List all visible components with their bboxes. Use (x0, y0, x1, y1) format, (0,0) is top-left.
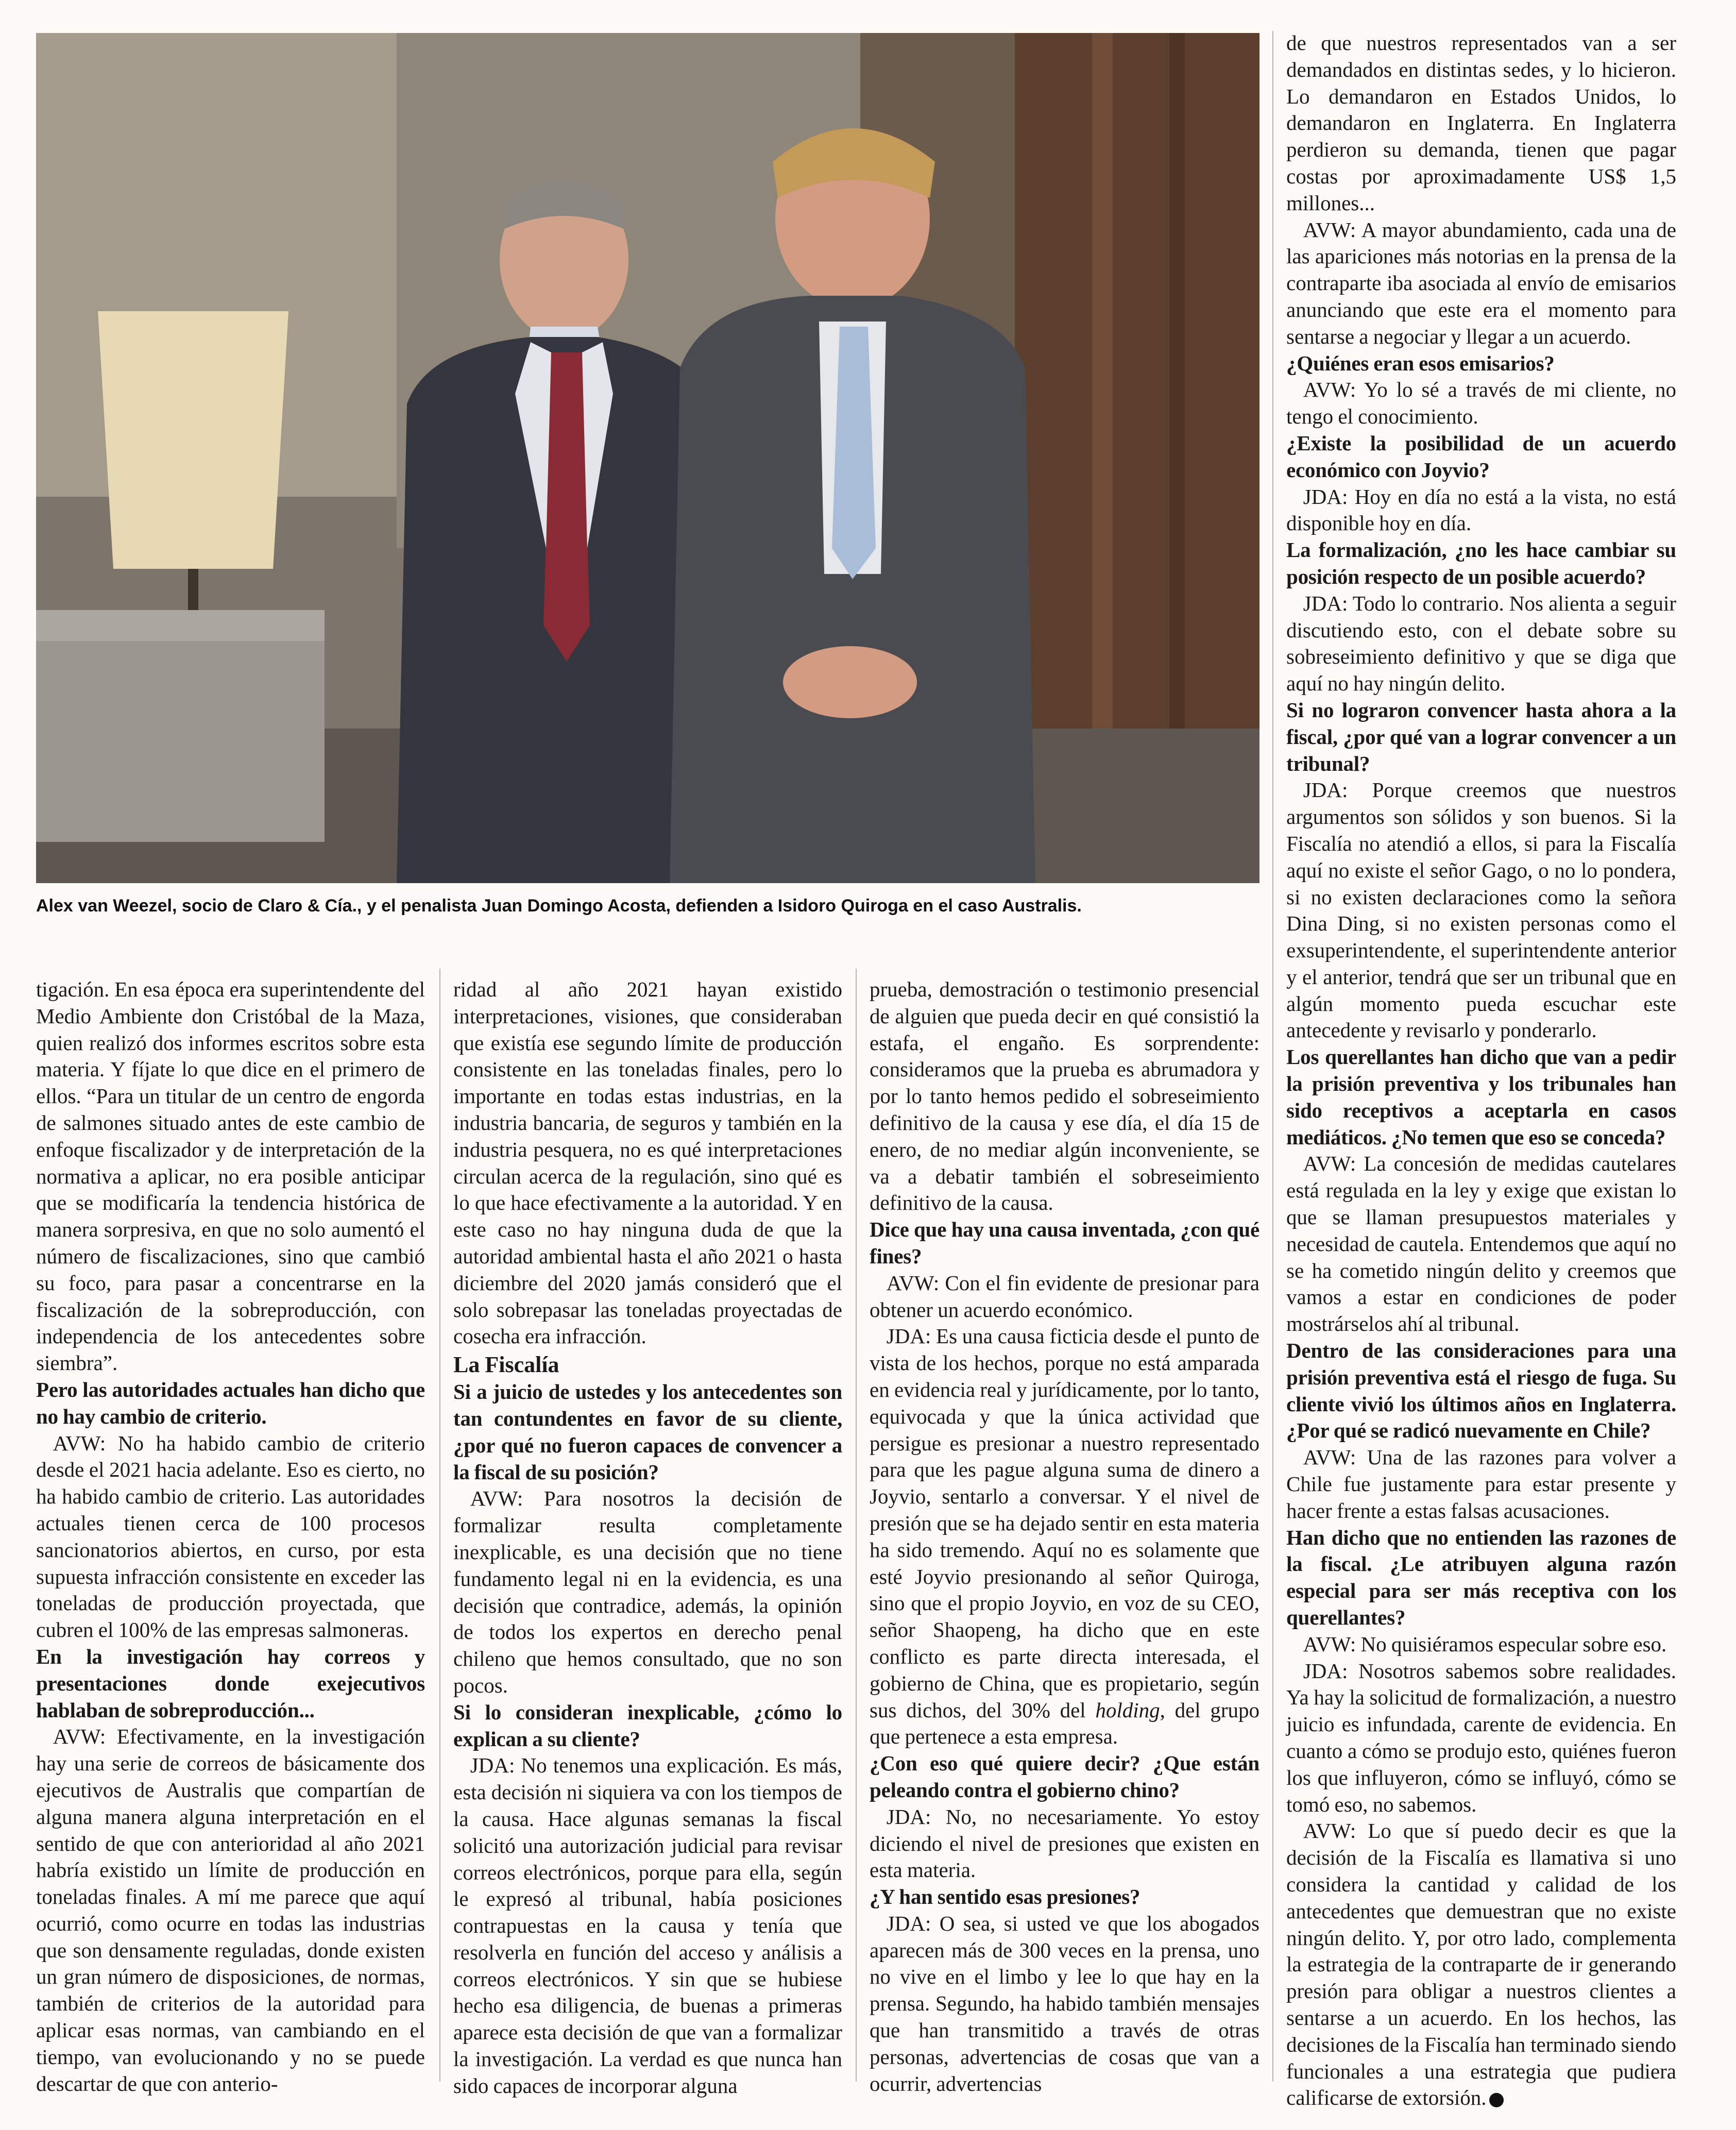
column-rule (1272, 31, 1273, 2082)
article-column-1 (36, 976, 425, 2097)
photo-caption: Alex van Weezel, socio de Claro & Cía., y el penalista Juan Domingo Acosta, defienden a Isidoro Quiroga en el caso Australis. (36, 896, 1082, 916)
article-photo (36, 33, 1260, 883)
article-column-4 (1286, 30, 1676, 2111)
article-column-3 (870, 976, 1260, 2097)
interview-question: Los querellantes han dicho que van a pedir la prisión preventiva y los tribunales han sido receptivos a aceptarla en casos mediáticos. ¿No temen que eso se conceda? (1286, 1045, 1676, 1149)
paragraph: JDA: No, no necesariamente. Yo estoy diciendo el nivel de presiones que existen en esta materia. (870, 1804, 1260, 1882)
paragraph-text: AVW: Lo que sí puedo decir es que la decisión de la Fiscalía es llamativa si uno considera la cantidad y calidad de los antecedentes que demuestran que no existe ningún delito. Y, por otro lado, complementa la estrategia de la contraparte de ir generando presión para obligar a nuestros clientes a sentarse a un acuerdo. En los hechos, las decisiones de la Fiscalía han terminado siendo funcionales a una estrategia que pudiera calificarse de extorsión. (1286, 1819, 1676, 2110)
paragraph: AVW: Una de las razones para volver a Chile fue justamente para estar presente y hacer frente a estas falsas acusaciones. (1286, 1445, 1676, 1523)
paragraph: tigación. En esa época era superintendente del Medio Ambiente don Cristóbal de la Maza, quien realizó dos informes escritos sobre esta materia. Y fíjate lo que dice en el primero de ellos. “Para un titular de un centro de engorda de salmones situado antes de este cambio de enfoque fiscalizador y de interpretación de la normativa a aplicar, no era posible anticipar que se modificaría la tendencia histórica de manera sorpresiva, en que no solo aumentó el número de fiscalizaciones, sino que cambió su foco, para pasar a concentrarse en la fiscalización de la sobreproducción, con independencia de los antecedentes sobre siembra”. (36, 977, 425, 1375)
interview-question: Dice que hay una causa inventada, ¿con qué fines? (870, 1218, 1260, 1268)
paragraph-text: , del grupo que pertenece a esta empresa. (870, 1698, 1260, 1749)
interview-question: Si no lograron convencer hasta ahora a la fiscal, ¿por qué van a lograr convencer a un tribunal? (1286, 698, 1676, 775)
interview-question: ¿Con eso qué quiere decir? ¿Que están peleando contra el gobierno chino? (870, 1751, 1260, 1802)
interview-question: Dentro de las consideraciones para una prisión preventiva está el riesgo de fuga. Su cliente vivió los últimos años en Inglaterra. ¿Por qué se radicó nuevamente en Chile? (1286, 1339, 1676, 1443)
paragraph: AVW: La concesión de medidas cautelares está regulada en la ley y exige que existan lo que se llaman presupuestos materiales y necesidad de cautela. Entendemos que aquí no se ha cometido ningún delito y creemos que vamos a estar en condiciones de poder mostrárselos ahí al tribunal. (1286, 1152, 1676, 1336)
italic-term: holding (1095, 1698, 1160, 1722)
interview-question: Pero las autoridades actuales han dicho que no hay cambio de criterio. (36, 1377, 425, 1428)
paragraph: AVW: Yo lo sé a través de mi cliente, no tengo el conocimiento. (1286, 378, 1676, 429)
paragraph: AVW: A mayor abundamiento, cada una de las apariciones más notorias en la prensa de la contraparte iba asociada al envío de emisarios anunciando que este era el momento para sentarse a negociar y llegar a un acuerdo. (1286, 217, 1676, 348)
paragraph: de que nuestros representados van a ser demandados en distintas sedes, y lo hicieron. Lo demandaron en Estados Unidos, lo demandaron en Inglaterra. En Inglaterra perdieron su demanda, tienen que pagar costas por aproximadamente US$ 1,5 millones... (1286, 31, 1676, 215)
paragraph: JDA: Hoy en día no está a la vista, no está disponible hoy en día. (1286, 484, 1676, 535)
end-of-article-icon: P (1489, 2093, 1504, 2107)
column-rule (856, 969, 857, 2082)
interview-question: Han dicho que no entienden las razones de la fiscal. ¿Le atribuyen alguna razón especial para ser más receptiva con los querellantes? (1286, 1525, 1676, 1630)
paragraph (1286, 1818, 1676, 2111)
paragraph: AVW: No quisiéramos especular sobre eso. (1303, 1632, 1667, 1656)
paragraph: AVW: Efectivamente, en la investigación hay una serie de correos de básicamente dos ejecutivos de Australis que compartían de alguna manera alguna interpretación en el sentido de que con anterioridad al año 2021 habría existido un límite de producción en toneladas finales. A mí me parece que aquí ocurrió, como ocurre en todas las industrias que son densamente reguladas, donde existen un gran número de disposiciones, de normas, también de criterios de la autoridad para aplicar esas normas, van cambiando en el tiempo, van evolucionando y no se puede descartar de que con anterio- (36, 1725, 425, 2095)
interview-question: La formalización, ¿no les hace cambiar su posición respecto de un posible acuerdo? (1286, 538, 1676, 588)
interview-question: En la investigación hay correos y presentaciones donde exejecutivos hablaban de sobreproducción... (36, 1644, 425, 1722)
paragraph: ridad al año 2021 hayan existido interpretaciones, visiones, que consideraban que existía ese segundo límite de producción consistente en las toneladas finales, pero lo importante en todas estas industrias, en la industria bancaria, de seguros y también en la industria pesquera, no es qué interpretaciones circulan acerca de la regulación, sino qué es lo que hace efectivamente a la autoridad. Y en este caso no hay ninguna duda de que la autoridad ambiental hasta el año 2021 o hasta diciembre del 2020 jamás consideró que el solo sobrepasar las toneladas proyectadas de cosecha era infracción. (453, 977, 842, 1348)
paragraph: AVW: No ha habido cambio de criterio desde el 2021 hacia adelante. Eso es cierto, no ha habido cambio de criterio. Las autoridades actuales tienen cerca de 100 procesos sancionatorios abiertos, en curso, por esta supuesta infracción consistente en exceder las toneladas de producción proyectada, que cubren el 100% de las empresas salmoneras. (36, 1431, 425, 1642)
interview-question: Si a juicio de ustedes y los antecedentes son tan contundentes en favor de su cliente, ¿por qué no fueron capaces de convencer a la fiscal de su posición? (453, 1380, 842, 1484)
paragraph-text: JDA: Es una causa ficticia desde el punto de vista de los hechos, porque no está amparada en evidencia real y jurídicamente, por lo tanto, equivocada y que la única actividad que persigue es presionar a nuestro representado para que les pague alguna suma de dinero a Joyvio, sentarlo a conversar. Y el nivel de presión que se ha dejado sentir en esta materia ha sido tremendo. Aquí no es solamente que esté Joyvio presionando al señor Quiroga, sino que el propio Joyvio, en voz de su CEO, señor Shaopeng, ha dicho que en este conflicto es parte directa interesada, el gobierno de China, que es propietario, según sus dichos, del 30% del (870, 1324, 1260, 1722)
paragraph: JDA: O sea, si usted ve que los abogados aparecen más de 300 veces en la prensa, uno no vive en el limbo y lee lo que hay en la prensa. Segundo, ha habido también mensajes que han transmitido a través de otras personas, advertencias de cosas que van a ocurrir, advertencias (870, 1911, 1260, 2095)
interview-question: ¿Quiénes eran esos emisarios? (1286, 351, 1555, 375)
column-rule (439, 969, 440, 2082)
paragraph: JDA: Porque creemos que nuestros argumentos son sólidos y son buenos. Si la Fiscalía no atendió a ellos, si para la Fiscalía aquí no existe el señor Gago, o no lo pondera, si no existen declaraciones como la señora Dina Ding, si no existen personas como el exsuperintendente, el superintendente anterior y el anterior, tendrá que ser un tribunal que en algún momento pueda escuchar este antecedente y revisarlo y ponderarlo. (1286, 778, 1676, 1042)
interview-question: ¿Existe la posibilidad de un acuerdo económico con Joyvio? (1286, 431, 1676, 482)
article-column-2 (453, 976, 842, 2100)
paragraph (870, 1323, 1260, 1750)
paragraph: prueba, demostración o testimonio presencial de alguien que pueda decir en qué consistió la estafa, el engaño. Es sorprendente: consideramos que la prueba es abrumadora y por lo tanto hemos pedido el sobreseimiento definitivo de la causa y ese día, el día 15 de enero, de no mediar algún inconveniente, se va a debatir también el sobreseimiento definitivo de la causa. (870, 977, 1260, 1215)
paragraph: AVW: Con el fin evidente de presionar para obtener un acuerdo económico. (870, 1271, 1260, 1322)
section-heading: La Fiscalía (453, 1352, 559, 1378)
paragraph: JDA: Nosotros sabemos sobre realidades. Ya hay la solicitud de formalización, a nuestro juicio es infundada, carente de evidencia. En cuanto a cómo se produjo esto, quiénes fueron los que influyeron, cómo se influyó, cómo se tomó eso, no sabemos. (1286, 1659, 1676, 1816)
interview-question: Si lo consideran inexplicable, ¿cómo lo explican a su cliente? (453, 1700, 842, 1751)
paragraph: JDA: Todo lo contrario. Nos alienta a seguir discutiendo esto, con el debate sobre su sobreseimiento definitivo y que se diga que aquí no hay ningún delito. (1286, 591, 1676, 696)
photo-illustration (36, 33, 1260, 883)
interview-question: ¿Y han sentido esas presiones? (870, 1885, 1141, 1909)
paragraph: JDA: No tenemos una explicación. Es más, esta decisión ni siquiera va con los tiempos de la causa. Hace algunas semanas la fiscal solicitó una autorización judicial para revisar correos electrónicos, porque para ella, según le expresó al tribunal, había posiciones contrapuestas en la causa y tenía que resolverla en función del acceso y análisis a correos electrónicos. Y sin que se hubiese hecho esa diligencia, de buenas a primeras aparece esta decisión de que van a formalizar la investigación. La verdad es que nunca han sido capaces de incorporar alguna (453, 1753, 842, 2098)
paragraph: AVW: Para nosotros la decisión de formalizar resulta completamente inexplicable, es una decisión que no tiene fundamento legal ni en la evidencia, es una decisión que contradice, además, la opinión de todos los expertos en derecho penal chileno que hemos consultado, que no son pocos. (453, 1486, 842, 1697)
